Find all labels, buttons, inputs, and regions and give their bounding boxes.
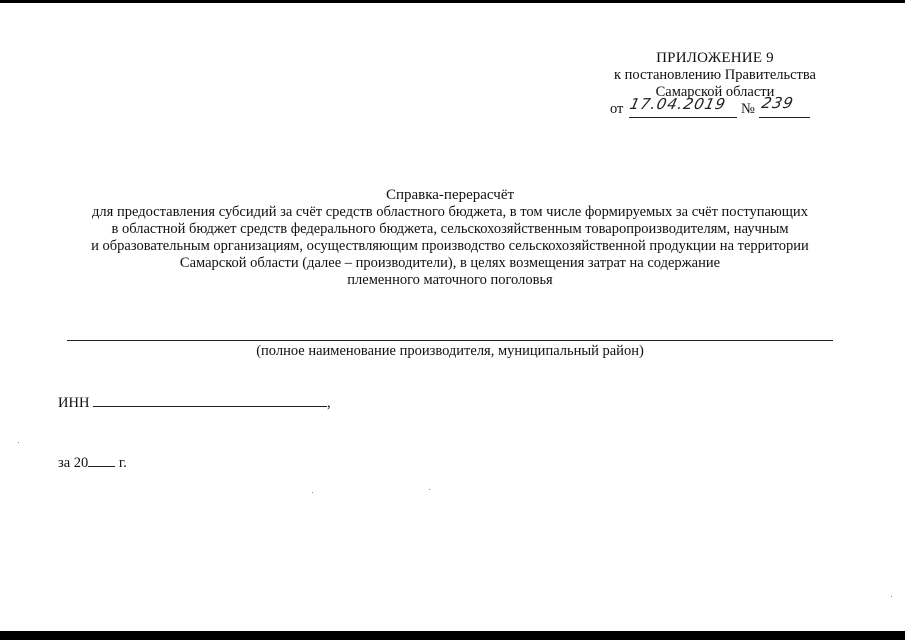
- document-title: [60, 187, 840, 289]
- scan-speck: [312, 492, 313, 493]
- title-line-5: племенного маточного поголовья: [347, 272, 553, 288]
- handwritten-date: 17.04.2019: [628, 95, 728, 113]
- date-underline: [629, 117, 737, 118]
- inn-field[interactable]: [93, 393, 327, 407]
- title-line-2: в областной бюджет средств федерального бюджета, сельскохозяйственным товаропроизводителям, научным: [111, 221, 789, 237]
- appendix-line-1: к постановлению Правительства: [614, 67, 816, 83]
- year-row: [58, 453, 127, 472]
- page-border-bottom: [0, 631, 905, 640]
- number-prefix: №: [741, 101, 755, 117]
- date-prefix: от: [610, 101, 624, 117]
- scan-speck: [891, 596, 892, 597]
- inn-label: ИНН: [58, 395, 90, 411]
- appendix-line-2: Самарской области: [655, 84, 775, 100]
- handwritten-number: 239: [760, 94, 796, 112]
- title-line-1: для предоставления субсидий за счёт средств областного бюджета, в том числе формируемых за счёт поступающих: [92, 204, 808, 220]
- inn-suffix: ,: [327, 395, 331, 411]
- page-border-top: [0, 0, 905, 3]
- number-underline: [759, 117, 810, 118]
- producer-name-field[interactable]: [67, 340, 833, 341]
- inn-row: [58, 393, 331, 412]
- decree-date-line: [610, 94, 825, 120]
- scan-speck: [429, 489, 430, 490]
- producer-name-caption: (полное наименование производителя, муниципальный район): [256, 343, 644, 359]
- title-line-3: и образовательным организациям, осуществляющим производство сельскохозяйственной продукции на территории: [91, 238, 809, 254]
- year-suffix: г.: [118, 455, 127, 471]
- appendix-title: ПРИЛОЖЕНИЕ 9: [656, 50, 774, 66]
- year-field[interactable]: [88, 453, 115, 467]
- year-prefix: за 20: [58, 455, 89, 471]
- scan-speck: [18, 442, 19, 443]
- document-heading: Справка-перерасчёт: [385, 187, 515, 203]
- title-line-4: Самарской области (далее – производители), в целях возмещения затрат на содержание: [179, 255, 721, 271]
- appendix-block: [585, 50, 845, 101]
